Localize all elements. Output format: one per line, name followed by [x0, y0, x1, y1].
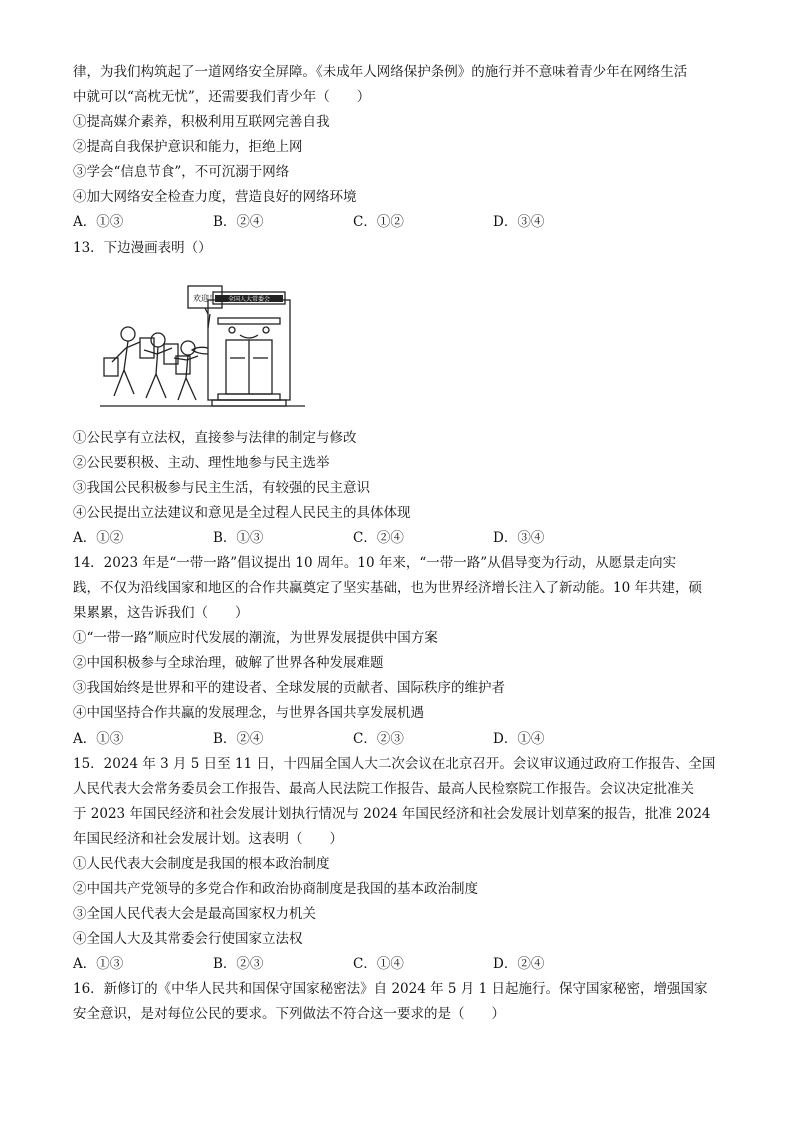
q13-option-b: B．①③ — [213, 530, 264, 546]
q15-option-d: D．②④ — [493, 956, 545, 972]
q15-item-4: ④全国人大及其常委会行使国家立法权 — [73, 931, 303, 947]
q13-item-3: ③我国公民积极参与民主生活，有较强的民主意识 — [73, 480, 370, 496]
q15-option-a: A．①③ — [73, 956, 124, 972]
q12-option-b: B．②④ — [213, 214, 264, 230]
q12-option-d: D．③④ — [493, 214, 545, 230]
q14-option-c: C．②③ — [353, 731, 404, 747]
q14-item-4: ④中国坚持合作共赢的发展理念，与世界各国共享发展机遇 — [73, 705, 424, 721]
q13-option-a: A．①② — [73, 530, 124, 546]
q12-item-2: ②提高自我保护意识和能力，拒绝上网 — [73, 139, 303, 155]
q14-item-1: ①“一带一路”顺应时代发展的潮流，为世界发展提供中国方案 — [73, 630, 438, 646]
q12-stem-line-1: 律，为我们构筑起了一道网络安全屏障。《未成年人网络保护条例》的施行并不意味着青少年在网络生活 — [73, 64, 688, 80]
q14-item-2: ②中国积极参与全球治理，破解了世界各种发展难题 — [73, 655, 384, 671]
q16-stem-line-1: 16．新修订的《中华人民共和国保守国家秘密法》自 2024 年 5 月 1 日起施行。保守国家秘密，增强国家 — [73, 981, 708, 997]
q13-option-d: D．③④ — [493, 530, 545, 546]
q15-stem-line-2: 人民代表大会常务委员会工作报告、最高人民法院工作报告、最高人民检察院工作报告。会议决定批准关 — [73, 781, 694, 797]
q13-stem: 13．下边漫画表明（） — [73, 240, 212, 256]
cartoon-badge-text: 全国人大常委会 — [227, 296, 271, 303]
cartoon-sign-text: 欢迎！ — [193, 294, 217, 303]
q14-item-3: ③我国始终是世界和平的建设者、全球发展的贡献者、国际秩序的维护者 — [73, 680, 505, 696]
q15-item-2: ②中国共产党领导的多党合作和政治协商制度是我国的基本政治制度 — [73, 881, 478, 897]
q15-option-b: B．②③ — [213, 956, 264, 972]
q12-options — [73, 212, 673, 232]
q13-item-2: ②公民要积极、主动、理性地参与民主选举 — [73, 455, 330, 471]
q15-item-1: ①人民代表大会制度是我国的根本政治制度 — [73, 856, 330, 872]
q13-options — [73, 528, 673, 548]
q14-option-a: A．①③ — [73, 731, 124, 747]
q16-stem-line-2: 安全意识，是对每位公民的要求。下列做法不符合这一要求的是（ ） — [73, 1006, 505, 1022]
q13-item-4: ④公民提出立法建议和意见是全过程人民民主的具体体现 — [73, 505, 411, 521]
q15-option-c: C．①④ — [353, 956, 404, 972]
q14-options — [73, 729, 673, 749]
q14-stem-line-1: 14．2023 年是“一带一路”倡议提出 10 周年。10 年来，“一带一路”从倡导变为行动，从愿景走向实 — [73, 555, 677, 571]
q15-item-3: ③全国人民代表大会是最高国家权力机关 — [73, 906, 316, 922]
q12-option-a: A．①③ — [73, 214, 124, 230]
q12-item-4: ④加大网络安全检查力度，营造良好的网络环境 — [73, 189, 357, 205]
q15-stem-line-4: 年国民经济和社会发展计划。这表明（ ） — [73, 831, 343, 847]
q14-stem-line-2: 践，不仅为沿线国家和地区的合作共赢奠定了坚实基础，也为世界经济增长注入了新动能。10 年共建，硕 — [73, 580, 702, 596]
q14-stem-line-3: 果累累，这告诉我们（ ） — [73, 605, 249, 621]
q14-option-b: B．②④ — [213, 731, 264, 747]
q12-item-1: ①提高媒介素养，积极利用互联网完善自我 — [73, 114, 330, 130]
q12-option-c: C．①② — [353, 214, 404, 230]
q15-options — [73, 954, 673, 974]
q12-item-3: ③学会“信息节食”，不可沉溺于网络 — [73, 164, 290, 180]
q12-stem-line-2: 中就可以“高枕无忧”，还需要我们青少年（ ） — [73, 89, 371, 105]
q13-option-c: C．②④ — [353, 530, 404, 546]
q15-stem-line-1: 15．2024 年 3 月 5 日至 11 日，十四届全国人大二次会议在北京召开。会议审议通过政府工作报告、全国 — [73, 756, 716, 772]
q15-stem-line-3: 于 2023 年国民经济和社会发展计划执行情况与 2024 年国民经济和社会发展计划草案的报告，批准 2024 — [73, 806, 711, 822]
q14-option-d: D．①④ — [493, 731, 545, 747]
q13-item-1: ①公民享有立法权，直接参与法律的制定与修改 — [73, 430, 357, 446]
cartoon-image — [100, 278, 305, 413]
